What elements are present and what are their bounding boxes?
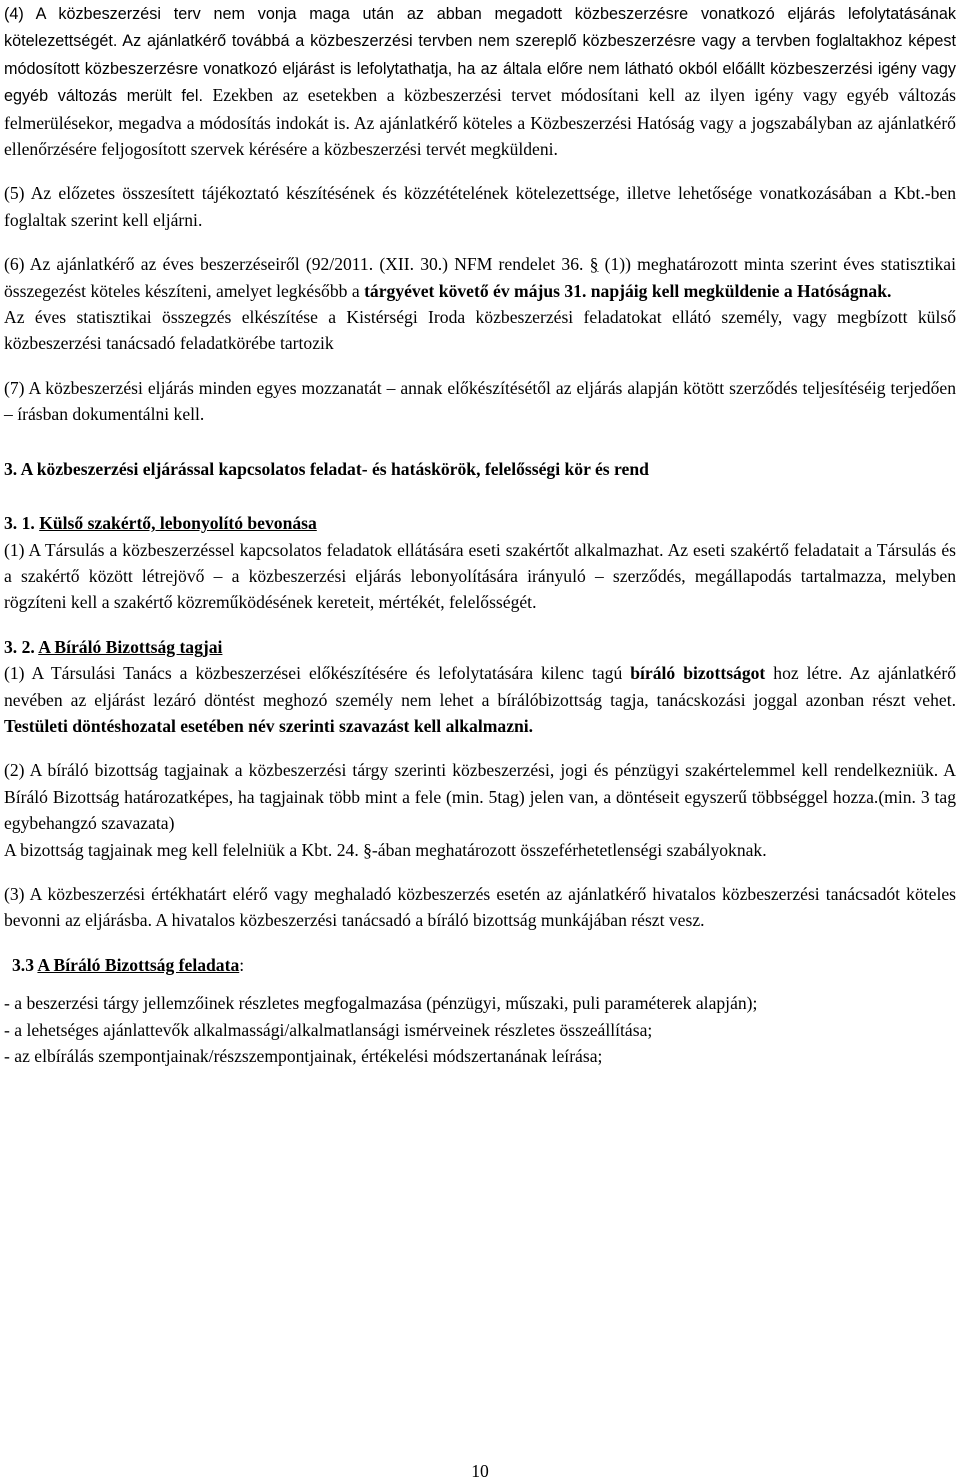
paragraph-7: (7) A közbeszerzési eljárás minden egyes mozzanatát – annak előkészítésétől az eljárás alapján kötött szerződés teljesítéséig terjedően – írásban dokumentálni kell. — [4, 377, 956, 425]
task-list — [4, 990, 956, 1069]
deadline-bold: tárgyévet követő év május 31. napjáig kell megküldenie a Hatóságnak. — [364, 280, 892, 301]
paragraph-3-2-2-continued: A bizottság tagjainak meg kell felelniük a Kbt. 24. §-ában meghatározott összeférhetetlenségi szabályoknak. — [4, 839, 767, 860]
paragraph-3-1-1: (1) A Társulás a közbeszerzéssel kapcsolatos feladatok ellátására eseti szakértőt alkalmazhat. Az eseti szakértő feladatait a Társulás és a szakértő között létrejövő – a közbeszerzési eljárás lebonyolítására irányuló – szerződés, megállapodás tartalmazza, melyben rögzíteni kell a szakértő közreműködésének kereteit, mértékét, felelősségét. — [4, 539, 956, 613]
list-item: - a beszerzési tárgy jellemzőinek részletes megfogalmazása (pénzügyi, műszaki, puli paraméterek alapján); — [4, 993, 758, 1014]
paragraph-4-part-b: Ezekben az esetekben a közbeszerzési tervet módosítani kell az ilyen igény vagy egyéb változás felmerülésekor, megadva a módosítás indokát is. — [4, 85, 956, 133]
paragraph-6: (6) Az ajánlatkérő az éves beszerzéseiről (92/2011. (XII. 30.) NFM rendelet 36. § (1)) meghatározott minta szerint éves statisztikai összegezést köteles készíteni, amelyet legkésőbb a tárgyévet követő év május 31. napjáig kell megküldenie a Hatóságnak. — [4, 254, 957, 301]
paragraph-3-2-1: (1) A Társulási Tanács a közbeszerzései előkészítésére és lefolytatására kilenc tagú bíráló bizottságot hoz létre. Az ajánlatkérő nevében az eljárást lezáró döntést meghozó személy nem lehet a bírálóbizottság tagja, tanácskozási joggal azonban részt vehet. Testületi döntéshozatal esetében név szerinti szavazást kell alkalmazni. — [4, 663, 956, 736]
paragraph-4-part-a: (4) A közbeszerzési terv nem vonja maga után az abban megadott közbeszerzésre vonatkozó eljárás lefolytatásának kötelezettségét. Az ajánlatkérő továbbá a közbeszerzési tervben nem szereplő közbeszerzésre vagy a tervben foglaltakhoz képest módosított közbeszerzésre vonatkozó eljárást is lefolytathatja, ha az általa előre nem látható okból előállt közbeszerzési igény vagy egyéb változás merült fel. — [4, 5, 956, 106]
paragraph-5: (5) Az előzetes összesített tájékoztató készítésének és közzétételének kötelezettsége, illetve lehetősége vonatkozásában a Kbt.-ben foglaltak szerint kell eljárni. — [4, 183, 956, 230]
section-3-3-heading: 3.3 A Bíráló Bizottság feladata: — [12, 954, 245, 975]
paragraph-3-2-3: (3) A közbeszerzési értékhatárt elérő vagy meghaladó közbeszerzés esetén az ajánlatkérő hivatalos közbeszerzési tanácsadót köteles bevonni az eljárásba. A hivatalos közbeszerzési tanácsadó a bíráló bizottság munkájában részt vesz. — [4, 883, 956, 931]
section-3-heading: 3. A közbeszerzési eljárással kapcsolatos feladat- és hatáskörök, felelősségi kör és rend — [4, 458, 649, 479]
page-number: 10 — [471, 1461, 489, 1481]
list-item: - az elbírálás szempontjainak/részszempontjainak, értékelési módszertanának leírása; — [4, 1046, 603, 1066]
section-3-1-heading: 3. 1. Külső szakértő, lebonyolító bevonása — [4, 513, 317, 534]
paragraph-4 — [4, 0, 956, 162]
list-item: - a lehetséges ajánlattevők alkalmassági/alkalmatlansági ismérveinek részletes összeállítása; — [4, 1019, 653, 1040]
paragraph-6-continued: Az éves statisztikai összegzés elkészítése a Kistérségi Iroda közbeszerzési feladatokat ellátó személy, vagy megbízott külső közbeszerzési tanácsadó feladatkörébe tartozik — [4, 307, 956, 354]
paragraph-4-part-c: Az ajánlatkérő köteles a Közbeszerzési Hatóság vagy a jogszabályban az ajánlatkérő ellenőrzésére feljogosított szervek kérésére a közbeszerzési tervét megküldeni. — [4, 112, 956, 160]
paragraph-3-2-2: (2) A bíráló bizottság tagjainak a közbeszerzési tárgy szerinti közbeszerzési, jogi és pénzügyi szakértelemmel kell rendelkezniük. A Bíráló Bizottság határozatképes, ha tagjainak több mint a fele (min. 5tag) jelen van, a döntéseit egyszerű többséggel hozza.(min. 3 tag egybehangzó szavazata) — [4, 760, 956, 834]
section-3-2-heading: 3. 2. A Bíráló Bizottság tagjai — [4, 636, 223, 657]
document-page — [4, 0, 956, 1069]
